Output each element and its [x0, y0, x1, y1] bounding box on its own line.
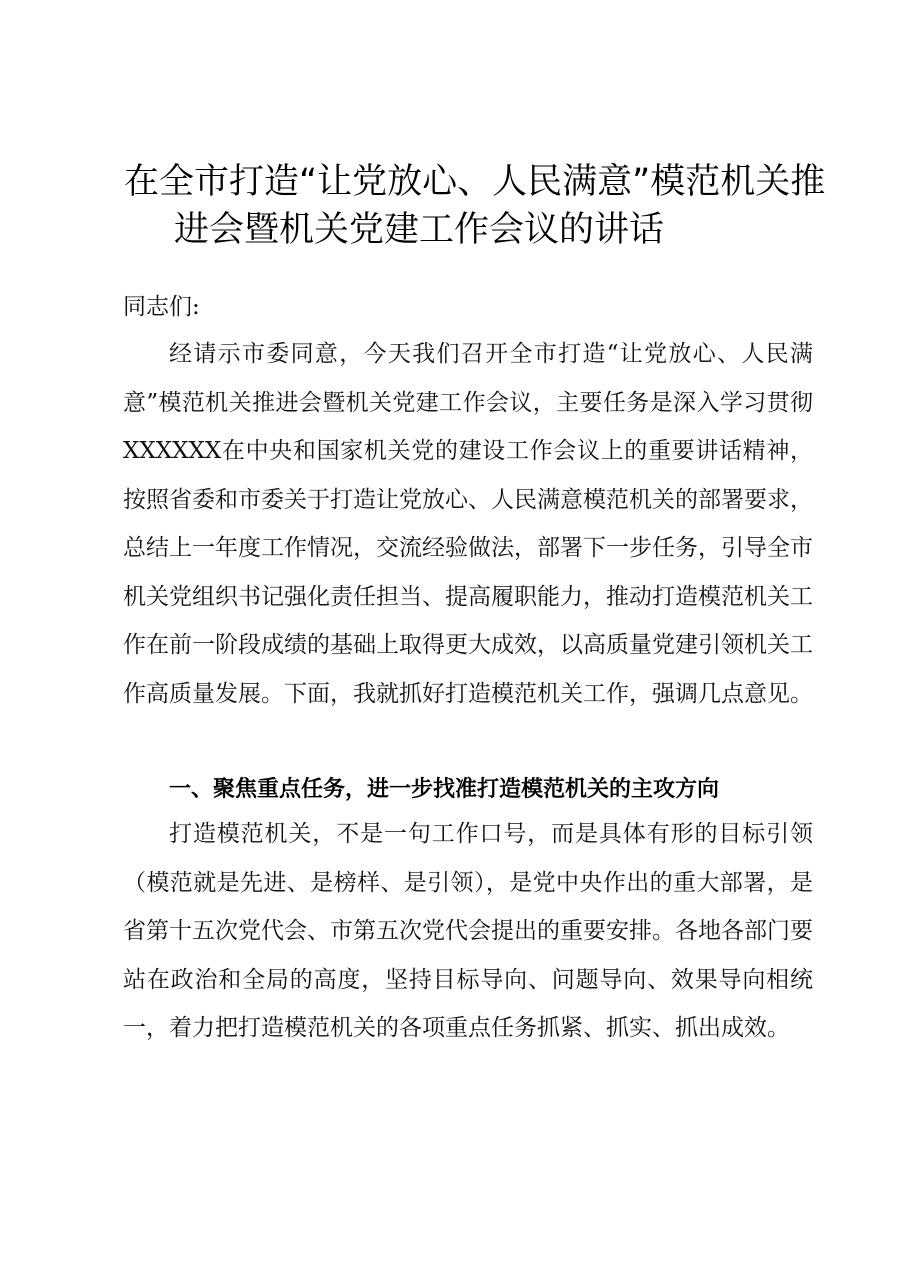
- title-line-1: 在全市打造“让党放心、人民满意”模范机关推: [124, 162, 826, 202]
- paragraph-section-1: 打造模范机关，不是一句工作口号，而是具体有形的目标引领（模范就是先进、是榜样、是引领），是党中央作出的重大部署，是省第十五次党代会、市第五次党代会提出的重要安排。各地各部门要站在政治和全局的高度，坚持目标导向、问题导向、效果导向相统一，着力把打造模范机关的各项重点任务抓紧、抓实、抓出成效。: [123, 821, 813, 1041]
- title-line-2: 进会暨机关党建工作会议的讲话: [174, 210, 665, 250]
- salutation: 同志们:: [123, 294, 200, 320]
- document-title: [110, 158, 840, 254]
- section-heading-1: 一、聚焦重点任务，进一步找准打造模范机关的主攻方向: [169, 777, 720, 802]
- paragraph-intro: 经请示市委同意，今天我们召开全市打造“让党放心、人民满意”模范机关推进会暨机关党建工作会议，主要任务是深入学习贯彻XXXXXX在中央和国家机关党的建设工作会议上的重要讲话精神，按照省委和市委关于打造让党放心、人民满意模范机关的部署要求，总结上一年度工作情况，交流经验做法，部署下一步任务，引导全市机关党组织书记强化责任担当、提高履职能力，推动打造模范机关工作在前一阶段成绩的基础上取得更大成效，以高质量党建引领机关工作高质量发展。下面，我就抓好打造模范机关工作，强调几点意见。: [123, 341, 813, 707]
